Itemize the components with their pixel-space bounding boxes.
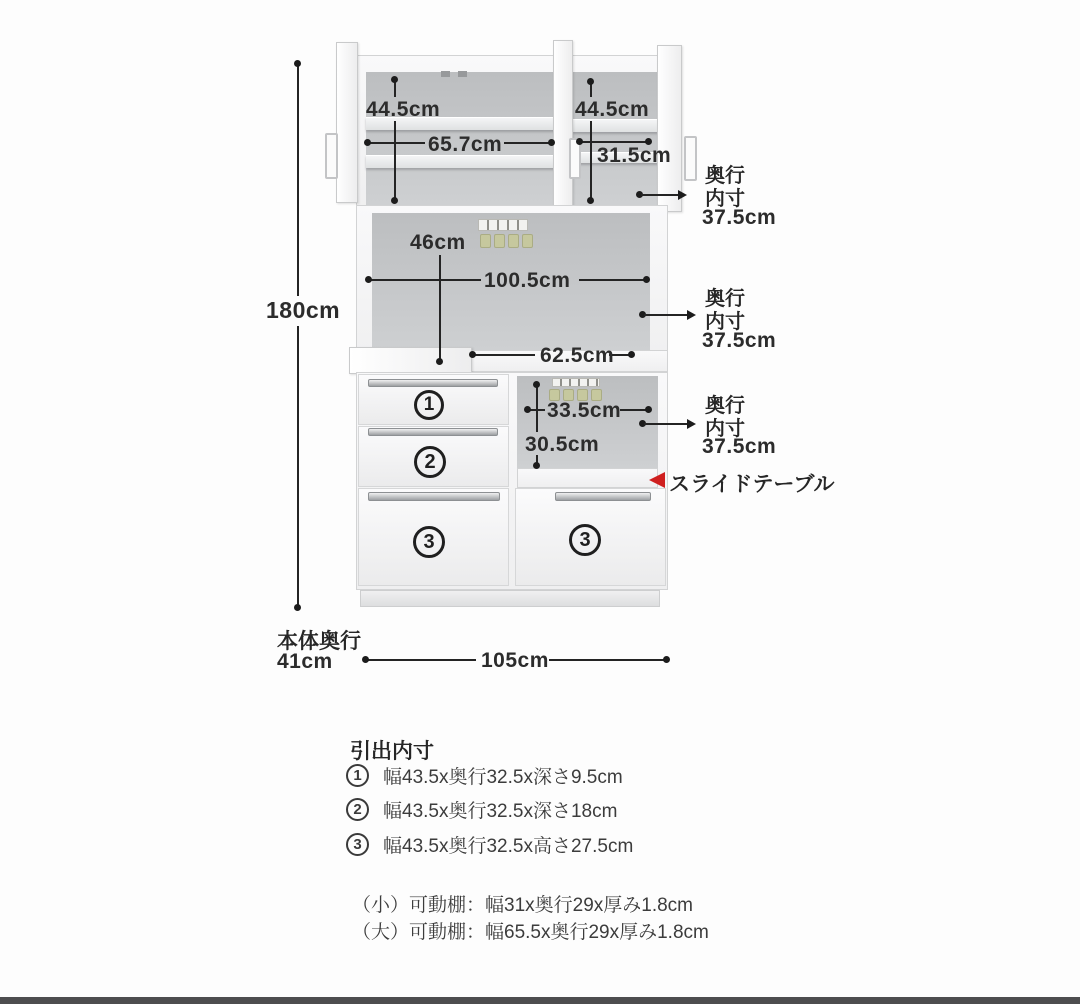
depth-note-3-line1: 奥行 bbox=[705, 395, 745, 417]
bottom-edge-bar bbox=[0, 997, 1080, 1004]
spec-item-2-text: 幅43.5x奥行32.5x深さ18cm bbox=[383, 801, 618, 822]
spec-item-2 bbox=[346, 796, 617, 823]
dim-line-middle-width bbox=[579, 279, 645, 281]
upper-left-door-handle bbox=[325, 133, 338, 179]
depth-note-1-line2: 内寸 bbox=[705, 188, 745, 210]
dim-label-upper-left-width: 65.7cm bbox=[428, 133, 503, 156]
niche-slide-shelf bbox=[517, 468, 658, 488]
dim-dot bbox=[362, 656, 369, 663]
drawer-3-right-number: 3 bbox=[569, 524, 601, 556]
depth-note-3-arrow bbox=[644, 423, 688, 425]
dim-dot bbox=[391, 76, 398, 83]
dim-label-middle-height: 46cm bbox=[410, 231, 466, 254]
drawer-2-handle bbox=[368, 428, 498, 436]
depth-note-3-line2: 内寸 bbox=[705, 418, 745, 440]
depth-note-2-arrow bbox=[644, 314, 688, 316]
depth-note-3-value: 37.5cm bbox=[702, 435, 777, 458]
spec-item-2-number: 2 bbox=[346, 798, 369, 821]
body-depth-title: 本体奥行 bbox=[277, 630, 361, 653]
dim-dot bbox=[587, 78, 594, 85]
dim-label-middle-width: 100.5cm bbox=[484, 269, 571, 292]
dim-label-overall-width: 105cm bbox=[481, 649, 549, 672]
dim-line-upper-right-height bbox=[590, 121, 592, 200]
dim-dot bbox=[643, 276, 650, 283]
slide-table-arrow-icon bbox=[649, 472, 665, 488]
upper-center-open-door bbox=[553, 40, 573, 212]
depth-note-1-value: 37.5cm bbox=[702, 206, 777, 229]
drawer-2-number: 2 bbox=[414, 446, 446, 478]
dim-line-middle-height bbox=[439, 255, 441, 361]
dim-label-overall-height: 180cm bbox=[266, 297, 341, 323]
dim-label-niche-width: 33.5cm bbox=[547, 399, 622, 422]
dim-line-upper-left-height bbox=[394, 121, 396, 200]
spec-header: 引出内寸 bbox=[350, 740, 434, 763]
dim-dot bbox=[548, 139, 555, 146]
upper-left-open-door bbox=[336, 42, 358, 203]
drawer-1-handle bbox=[368, 379, 498, 387]
dim-line-upper-left-width bbox=[504, 142, 550, 144]
dim-dot bbox=[628, 351, 635, 358]
dim-line-counter-width bbox=[474, 354, 535, 356]
dim-line-middle-width bbox=[370, 279, 481, 281]
slide-counter bbox=[349, 347, 472, 374]
drawer-1-number: 1 bbox=[414, 390, 444, 420]
hinge-mark-icon bbox=[458, 71, 467, 77]
dim-dot bbox=[587, 197, 594, 204]
dim-label-counter-width: 62.5cm bbox=[540, 344, 615, 367]
cabinet-base bbox=[360, 590, 660, 607]
dim-line-overall-height bbox=[297, 326, 299, 608]
shelf-note-small: （小）可動棚：幅31x奥行29x厚み1.8cm bbox=[352, 895, 694, 916]
dim-dot bbox=[436, 358, 443, 365]
drawer-3-right-handle bbox=[555, 492, 651, 501]
dim-dot bbox=[294, 60, 301, 67]
spec-item-1 bbox=[346, 762, 623, 789]
dim-line-overall-width bbox=[549, 659, 664, 661]
power-outlet-icon bbox=[480, 234, 536, 248]
hinge-mark-icon bbox=[441, 71, 450, 77]
dim-dot bbox=[364, 139, 371, 146]
depth-note-1-line1: 奥行 bbox=[705, 165, 745, 187]
dim-line-overall-height bbox=[297, 64, 299, 296]
dim-label-niche-height: 30.5cm bbox=[525, 433, 600, 456]
dim-line-upper-left-width bbox=[369, 142, 425, 144]
dim-dot bbox=[576, 138, 583, 145]
depth-note-2-line2: 内寸 bbox=[705, 311, 745, 333]
drawer-3-left-handle bbox=[368, 492, 500, 501]
slide-table-label: スライドテーブル bbox=[669, 473, 835, 496]
depth-note-2-line1: 奥行 bbox=[705, 288, 745, 310]
dim-dot bbox=[533, 381, 540, 388]
dim-dot bbox=[391, 197, 398, 204]
drawer-3-left-number: 3 bbox=[413, 526, 445, 558]
depth-note-3-arrowhead bbox=[687, 419, 696, 429]
spec-item-1-number: 1 bbox=[346, 764, 369, 787]
spec-item-3-text: 幅43.5x奥行32.5x高さ27.5cm bbox=[383, 836, 634, 857]
power-outlet-panel bbox=[478, 219, 528, 231]
dim-dot bbox=[365, 276, 372, 283]
depth-note-1-arrowhead bbox=[678, 190, 687, 200]
dim-label-upper-left-height: 44.5cm bbox=[366, 98, 441, 121]
dim-line-upper-right-width bbox=[580, 141, 648, 143]
upper-right-door-handle bbox=[684, 136, 697, 181]
dim-dot bbox=[294, 604, 301, 611]
dim-line-niche-width bbox=[620, 409, 647, 411]
dim-line-overall-width bbox=[367, 659, 476, 661]
depth-note-1-arrow bbox=[641, 194, 679, 196]
dim-line-niche-height bbox=[536, 385, 538, 432]
dim-label-upper-right-height: 44.5cm bbox=[575, 98, 650, 121]
dim-dot bbox=[524, 406, 531, 413]
depth-note-2-arrowhead bbox=[687, 310, 696, 320]
niche-outlet-panel bbox=[552, 378, 600, 387]
dim-dot bbox=[469, 351, 476, 358]
dim-dot bbox=[533, 462, 540, 469]
dim-dot bbox=[645, 406, 652, 413]
spec-item-1-text: 幅43.5x奥行32.5x深さ9.5cm bbox=[383, 767, 623, 788]
body-depth-value: 41cm bbox=[277, 650, 333, 673]
dim-label-upper-right-width: 31.5cm bbox=[597, 144, 672, 167]
upper-right-open-door bbox=[657, 45, 682, 212]
spec-item-3 bbox=[346, 831, 633, 858]
shelf-note-large: （大）可動棚：幅65.5x奥行29x厚み1.8cm bbox=[352, 922, 709, 943]
spec-item-3-number: 3 bbox=[346, 833, 369, 856]
depth-note-2-value: 37.5cm bbox=[702, 329, 777, 352]
dim-dot bbox=[663, 656, 670, 663]
